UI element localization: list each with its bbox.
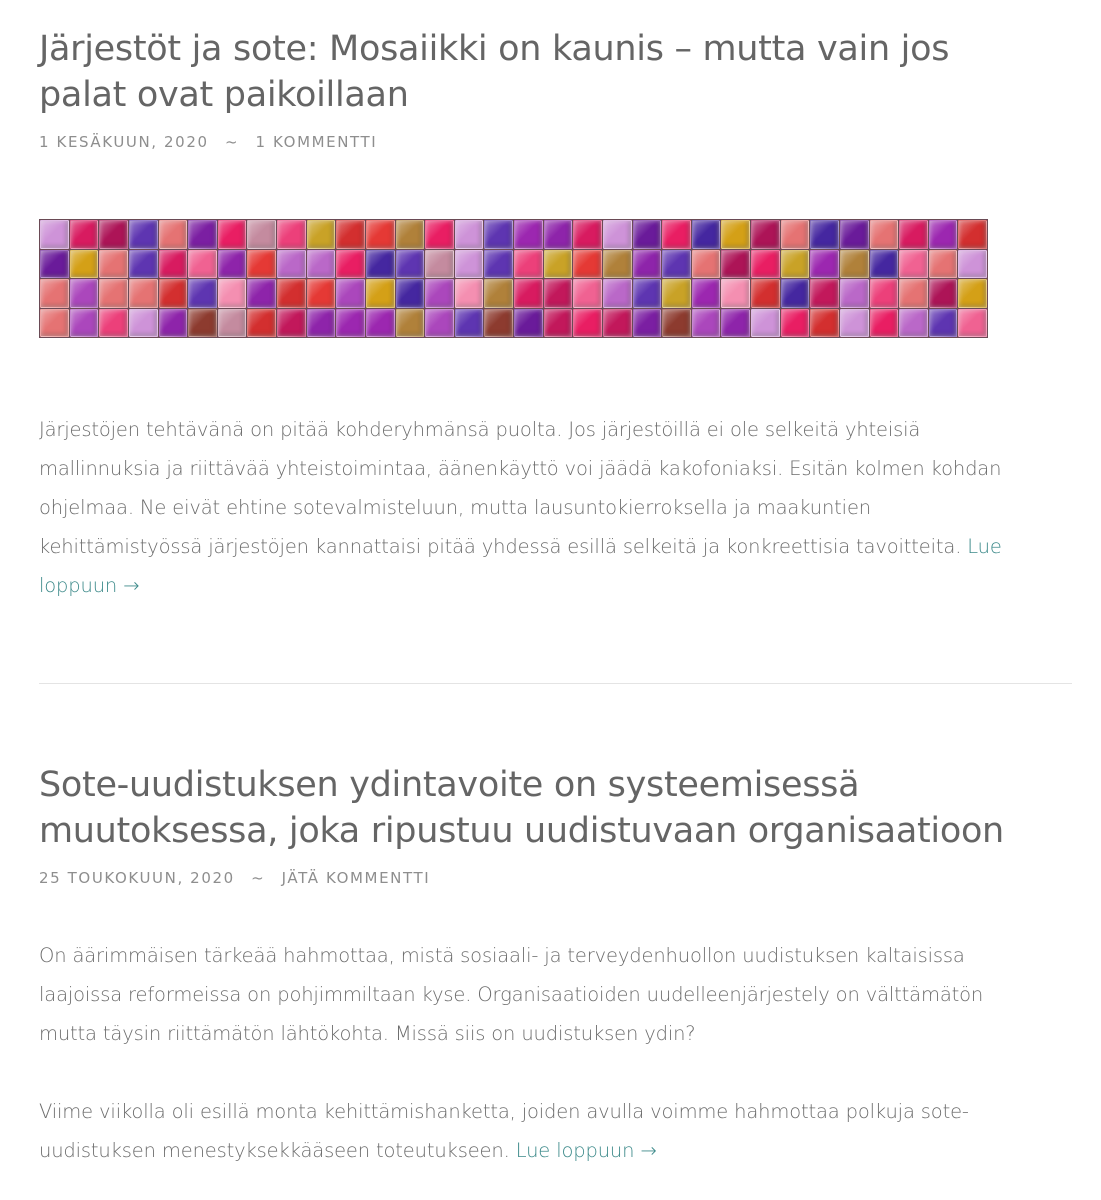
mosaic-tile [514, 309, 543, 338]
mosaic-tile [870, 309, 899, 338]
paragraph-1-line-2: laajoissa reformeissa on pohjimmiltaan kyse. Organisaatioiden uudelleenjärjestely on välttämätön [39, 983, 984, 1006]
mosaic-tile [277, 220, 306, 249]
mosaic-tile [899, 279, 928, 308]
mosaic-tile [425, 220, 454, 249]
mosaic-tile [40, 279, 69, 308]
mosaic-tile [129, 220, 158, 249]
mosaic-tile [247, 279, 276, 308]
mosaic-tile [40, 220, 69, 249]
mosaic-tiles-image [39, 219, 988, 338]
mosaic-tile [99, 220, 128, 249]
read-more-part-2: loppuun → [39, 574, 140, 597]
mosaic-tile [159, 220, 188, 249]
mosaic-tile [70, 279, 99, 308]
mosaic-tile [40, 250, 69, 279]
mosaic-tile [425, 309, 454, 338]
mosaic-tile [603, 279, 632, 308]
post-title-link[interactable] [39, 765, 1004, 851]
mosaic-tile [218, 309, 247, 338]
mosaic-tile [633, 309, 662, 338]
mosaic-tile [692, 220, 721, 249]
mosaic-tile [544, 279, 573, 308]
post-title-line-2: palat ovat paikoillaan [39, 75, 409, 115]
mosaic-tile [336, 279, 365, 308]
mosaic-tile [484, 279, 513, 308]
mosaic-tile [425, 250, 454, 279]
mosaic-tile [336, 220, 365, 249]
mosaic-tile [633, 250, 662, 279]
paragraph-1-line-3: mutta täysin riittämätön lähtökohta. Missä siis on uudistuksen ydin? [39, 1022, 696, 1045]
mosaic-tile [721, 220, 750, 249]
mosaic-tile [662, 279, 691, 308]
excerpt-line-2: mallinnuksia ja riittävää yhteistoimintaa, äänenkäyttö voi jäädä kakofoniaksi. Esitän kolmen kohdan [39, 457, 1002, 480]
mosaic-tile [514, 279, 543, 308]
excerpt-line-1: Järjestöjen tehtävänä on pitää kohderyhmänsä puolta. Jos järjestöillä ei ole selkeitä yhteisiä [39, 418, 921, 441]
mosaic-tile [484, 309, 513, 338]
mosaic-tile [366, 220, 395, 249]
mosaic-tile [692, 309, 721, 338]
mosaic-tile [603, 250, 632, 279]
mosaic-tile [929, 309, 958, 338]
mosaic-tile [336, 250, 365, 279]
mosaic-tile [159, 309, 188, 338]
mosaic-tile [899, 220, 928, 249]
mosaic-tile [662, 220, 691, 249]
post-title-line-1: Sote-uudistuksen ydintavoite on systeemisessä [39, 765, 860, 805]
post-1 [39, 26, 1072, 118]
mosaic-tile [99, 309, 128, 338]
post-title [39, 762, 1072, 854]
mosaic-tile [277, 279, 306, 308]
paragraph-2-line-1: Viime viikolla oli esillä monta kehittämishanketta, joiden avulla voimme hahmottaa polkuja sote- [39, 1100, 969, 1123]
mosaic-tile [603, 220, 632, 249]
mosaic-tile [70, 220, 99, 249]
mosaic-tile [781, 220, 810, 249]
mosaic-tile [99, 250, 128, 279]
mosaic-tile [396, 309, 425, 338]
mosaic-tile [247, 220, 276, 249]
mosaic-tile [396, 279, 425, 308]
mosaic-tile [929, 220, 958, 249]
mosaic-tile [929, 279, 958, 308]
mosaic-tile [958, 279, 987, 308]
mosaic-tile [218, 250, 247, 279]
post-comments-link[interactable]: 1 KOMMENTTI [255, 133, 378, 151]
mosaic-tile [544, 309, 573, 338]
mosaic-tile [958, 250, 987, 279]
mosaic-tile [484, 220, 513, 249]
mosaic-tile [247, 250, 276, 279]
mosaic-tile [159, 250, 188, 279]
mosaic-tile [188, 250, 217, 279]
mosaic-tile [396, 250, 425, 279]
post-meta [39, 869, 430, 887]
post-title-line-1: Järjestöt ja sote: Mosaiikki on kaunis – mutta vain jos [39, 29, 950, 69]
mosaic-tile [514, 220, 543, 249]
mosaic-tile [840, 279, 869, 308]
mosaic-tile [958, 220, 987, 249]
read-more-link[interactable]: Lue loppuun → [515, 1139, 657, 1162]
mosaic-tile [366, 279, 395, 308]
mosaic-tile [484, 250, 513, 279]
mosaic-tile [573, 220, 602, 249]
excerpt-line-4: kehittämistyössä järjestöjen kannattaisi pitää yhdessä esillä selkeitä ja konkreettisia tavoitteita. [39, 535, 968, 558]
mosaic-tile [129, 309, 158, 338]
mosaic-tile [633, 279, 662, 308]
mosaic-tile [396, 220, 425, 249]
mosaic-tile [810, 279, 839, 308]
post-date-link[interactable]: 1 KESÄKUUN, 2020 [39, 133, 209, 151]
post-title-line-2: muutoksessa, joka ripustuu uudistuvaan organisaatioon [39, 811, 1004, 851]
post-title [39, 26, 1072, 118]
mosaic-tile [721, 309, 750, 338]
mosaic-tile [929, 250, 958, 279]
mosaic-tile [958, 309, 987, 338]
content-paragraph-1 [39, 936, 1079, 1053]
post-date-link[interactable]: 25 TOUKOKUUN, 2020 [39, 869, 235, 887]
mosaic-tile [751, 250, 780, 279]
mosaic-tile [810, 220, 839, 249]
post-divider [39, 683, 1072, 684]
mosaic-tile [366, 250, 395, 279]
mosaic-tile [692, 279, 721, 308]
mosaic-tile [870, 279, 899, 308]
meta-separator: ~ [224, 133, 240, 151]
mosaic-tile [188, 309, 217, 338]
mosaic-tile [751, 309, 780, 338]
paragraph-2-line-2: uudistuksen menestyksekkääseen toteutukseen. [39, 1139, 516, 1162]
mosaic-tile [840, 309, 869, 338]
mosaic-tile [870, 250, 899, 279]
mosaic-tile [870, 220, 899, 249]
mosaic-tile [277, 250, 306, 279]
read-more-part-1: Lue [967, 535, 1002, 558]
mosaic-tile [455, 309, 484, 338]
mosaic-tile [277, 309, 306, 338]
mosaic-tile [721, 279, 750, 308]
excerpt-paragraph [39, 410, 1079, 605]
post-content [39, 936, 1079, 1170]
mosaic-tile [307, 220, 336, 249]
mosaic-tile [247, 309, 276, 338]
mosaic-tile [573, 250, 602, 279]
mosaic-tile [899, 250, 928, 279]
mosaic-tile [188, 220, 217, 249]
mosaic-tile [899, 309, 928, 338]
mosaic-tile [455, 279, 484, 308]
mosaic-tile [662, 309, 691, 338]
mosaic-tile [336, 309, 365, 338]
mosaic-tile [70, 250, 99, 279]
post-comments-link[interactable]: JÄTÄ KOMMENTTI [281, 869, 431, 887]
mosaic-tile [721, 250, 750, 279]
mosaic-tile [514, 250, 543, 279]
post-title-link[interactable] [39, 29, 949, 115]
mosaic-tile [159, 279, 188, 308]
mosaic-tile [781, 279, 810, 308]
mosaic-tile [307, 309, 336, 338]
mosaic-tile [781, 309, 810, 338]
post-2 [39, 762, 1072, 854]
mosaic-tile [425, 279, 454, 308]
mosaic-tile [455, 220, 484, 249]
mosaic-tile [99, 279, 128, 308]
excerpt-line-3: ohjelmaa. Ne eivät ehtine sotevalmisteluun, mutta lausuntokierroksella ja maakuntien [39, 496, 872, 519]
mosaic-tile [307, 279, 336, 308]
content-paragraph-2 [39, 1092, 1079, 1170]
mosaic-tile [751, 220, 780, 249]
mosaic-tile [810, 250, 839, 279]
mosaic-tile [840, 250, 869, 279]
mosaic-tile [662, 250, 691, 279]
mosaic-tile [781, 250, 810, 279]
mosaic-tile [366, 309, 395, 338]
mosaic-tile [544, 220, 573, 249]
mosaic-tile [307, 250, 336, 279]
mosaic-tile [544, 250, 573, 279]
mosaic-tile [70, 309, 99, 338]
mosaic-tile [218, 220, 247, 249]
mosaic-tile [455, 250, 484, 279]
paragraph-1-line-1: On äärimmäisen tärkeää hahmottaa, mistä sosiaali- ja terveydenhuollon uudistuksen kaltaisissa [39, 944, 965, 967]
mosaic-tile [840, 220, 869, 249]
mosaic-tile [218, 279, 247, 308]
mosaic-tile [129, 250, 158, 279]
mosaic-tile [810, 309, 839, 338]
mosaic-tile [573, 279, 602, 308]
mosaic-tile [129, 279, 158, 308]
post-meta [39, 133, 377, 151]
meta-separator: ~ [251, 869, 266, 887]
mosaic-tile [573, 309, 602, 338]
mosaic-tile [40, 309, 69, 338]
mosaic-tile [692, 250, 721, 279]
mosaic-tile [188, 279, 217, 308]
mosaic-tile [633, 220, 662, 249]
mosaic-tile [751, 279, 780, 308]
post-excerpt [39, 410, 1079, 605]
mosaic-tile [603, 309, 632, 338]
